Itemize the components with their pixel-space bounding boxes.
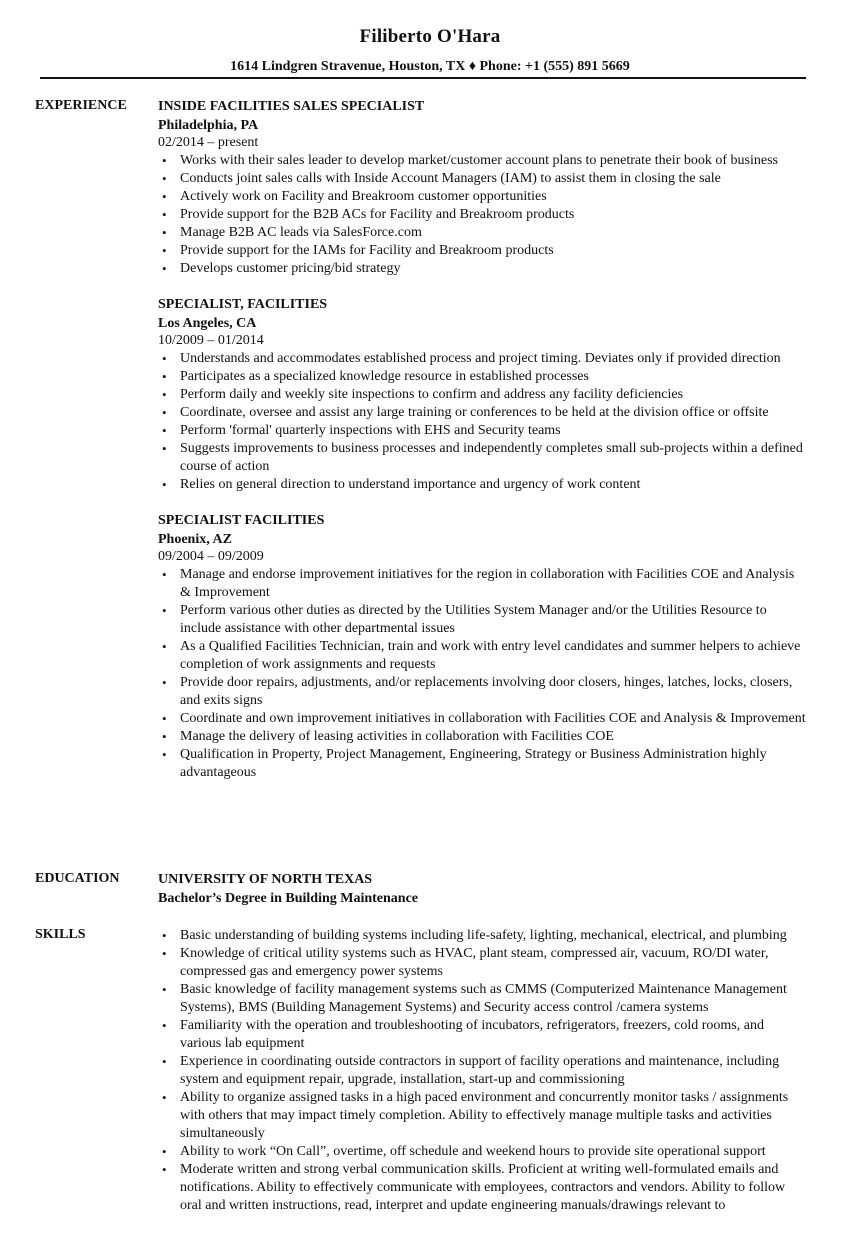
job-location: Phoenix, AZ xyxy=(158,532,232,547)
bullet-item: • Develops customer pricing/bid strategy xyxy=(158,260,808,278)
skill-item: • Basic knowledge of facility management systems such as CMMS (Computerized Maintenance Management Systems), BMS (Building Management Systems) and Security access control /camera systems xyxy=(158,981,808,1017)
skills-list xyxy=(158,927,808,1215)
bullet-item: • Provide support for the IAMs for Facility and Breakroom products xyxy=(158,242,808,260)
bullet-item: • Provide support for the B2B ACs for Facility and Breakroom products xyxy=(158,206,808,224)
header-divider xyxy=(40,77,806,79)
experience-list xyxy=(158,98,808,800)
job-bullets xyxy=(158,566,808,782)
job-location: Philadelphia, PA xyxy=(158,118,259,133)
job-location: Los Angeles, CA xyxy=(158,316,257,331)
section-label-experience: EXPERIENCE xyxy=(35,98,127,113)
bullet-item: • Actively work on Facility and Breakroom customer opportunities xyxy=(158,188,808,206)
job-title: INSIDE FACILITIES SALES SPECIALIST xyxy=(158,99,425,114)
bullet-item: • As a Qualified Facilities Technician, train and work with entry level candidates and summer helpers to achieve completion of work assignments and requests xyxy=(158,638,808,674)
bullet-item: • Coordinate and own improvement initiatives in collaboration with Facilities COE and Analysis & Improvement xyxy=(158,710,808,728)
skill-item: • Moderate written and strong verbal communication skills. Proficient at writing well-formulated emails and notifications. Ability to effectively communicate with employees, contractors and vendors. Ability to follow oral and written instructions, read, interpret and update engineering manuals/drawings relevant to xyxy=(158,1161,808,1215)
skill-item: • Ability to organize assigned tasks in a high paced environment and concurrently monitor tasks / assignments with others that may impact timely completion. Ability to effectively manage multiple tasks and activities simultaneously xyxy=(158,1089,808,1143)
bullet-item: • Suggests improvements to business processes and independently completes small sub-projects within a defined course of action xyxy=(158,440,808,476)
bullet-item: • Perform 'formal' quarterly inspections with EHS and Security teams xyxy=(158,422,808,440)
bullet-item: • Qualification in Property, Project Management, Engineering, Strategy or Business Administration highly advantageous xyxy=(158,746,808,782)
education-entry xyxy=(158,871,808,909)
bullet-item: • Perform various other duties as directed by the Utilities System Manager and/or the Utilities Resource to include assistance with other departmental issues xyxy=(158,602,808,638)
skill-item: • Familiarity with the operation and troubleshooting of incubators, refrigerators, freezers, cold rooms, and various lab equipment xyxy=(158,1017,808,1053)
bullet-item: • Manage the delivery of leasing activities in collaboration with Facilities COE xyxy=(158,728,808,746)
job-dates: 09/2004 – 09/2009 xyxy=(158,549,264,564)
job-title: SPECIALIST FACILITIES xyxy=(158,513,325,528)
job-entry xyxy=(158,98,808,278)
bullet-item: • Understands and accommodates established process and project timing. Deviates only if provided direction xyxy=(158,350,808,368)
bullet-item: • Participates as a specialized knowledge resource in established processes xyxy=(158,368,808,386)
job-entry xyxy=(158,512,808,782)
bullet-item: • Manage and endorse improvement initiatives for the region in collaboration with Facilities COE and Analysis & Improvement xyxy=(158,566,808,602)
job-dates: 10/2009 – 01/2014 xyxy=(158,333,264,348)
contact-line: 1614 Lindgren Stravenue, Houston, TX ♦ Phone: +1 (555) 891 5669 xyxy=(230,59,630,74)
skills-bullets xyxy=(158,927,808,1215)
bullet-item: • Provide door repairs, adjustments, and/or replacements involving door closers, hinges, latches, locks, closers, and exits signs xyxy=(158,674,808,710)
section-label-education: EDUCATION xyxy=(35,871,120,886)
bullet-item: • Relies on general direction to understand importance and urgency of work content xyxy=(158,476,808,494)
bullet-item: • Manage B2B AC leads via SalesForce.com xyxy=(158,224,808,242)
job-dates: 02/2014 – present xyxy=(158,135,259,150)
job-bullets xyxy=(158,350,808,494)
degree-name: Bachelor’s Degree in Building Maintenance xyxy=(158,891,419,906)
job-bullets xyxy=(158,152,808,278)
section-label-skills: SKILLS xyxy=(35,927,86,942)
skill-item: • Ability to work “On Call”, overtime, off schedule and weekend hours to provide site operational support xyxy=(158,1143,808,1161)
skill-item: • Experience in coordinating outside contractors in support of facility operations and maintenance, including system and equipment repair, upgrade, installation, start-up and commissioning xyxy=(158,1053,808,1089)
bullet-item: • Coordinate, oversee and assist any large training or conferences to be held at the division office or offsite xyxy=(158,404,808,422)
school-name: UNIVERSITY OF NORTH TEXAS xyxy=(158,872,373,887)
skill-item: • Knowledge of critical utility systems such as HVAC, plant steam, compressed air, vacuum, RO/DI water, compressed gas and emergency power systems xyxy=(158,945,808,981)
bullet-item: • Works with their sales leader to develop market/customer account plans to penetrate their book of business xyxy=(158,152,808,170)
candidate-name: Filiberto O'Hara xyxy=(359,26,501,47)
bullet-item: • Conducts joint sales calls with Inside Account Managers (IAM) to assist them in closing the sale xyxy=(158,170,808,188)
bullet-item: • Perform daily and weekly site inspections to confirm and address any facility deficiencies xyxy=(158,386,808,404)
job-entry xyxy=(158,296,808,494)
job-title: SPECIALIST, FACILITIES xyxy=(158,297,328,312)
skill-item: • Basic understanding of building systems including life-safety, lighting, mechanical, electrical, and plumbing xyxy=(158,927,808,945)
